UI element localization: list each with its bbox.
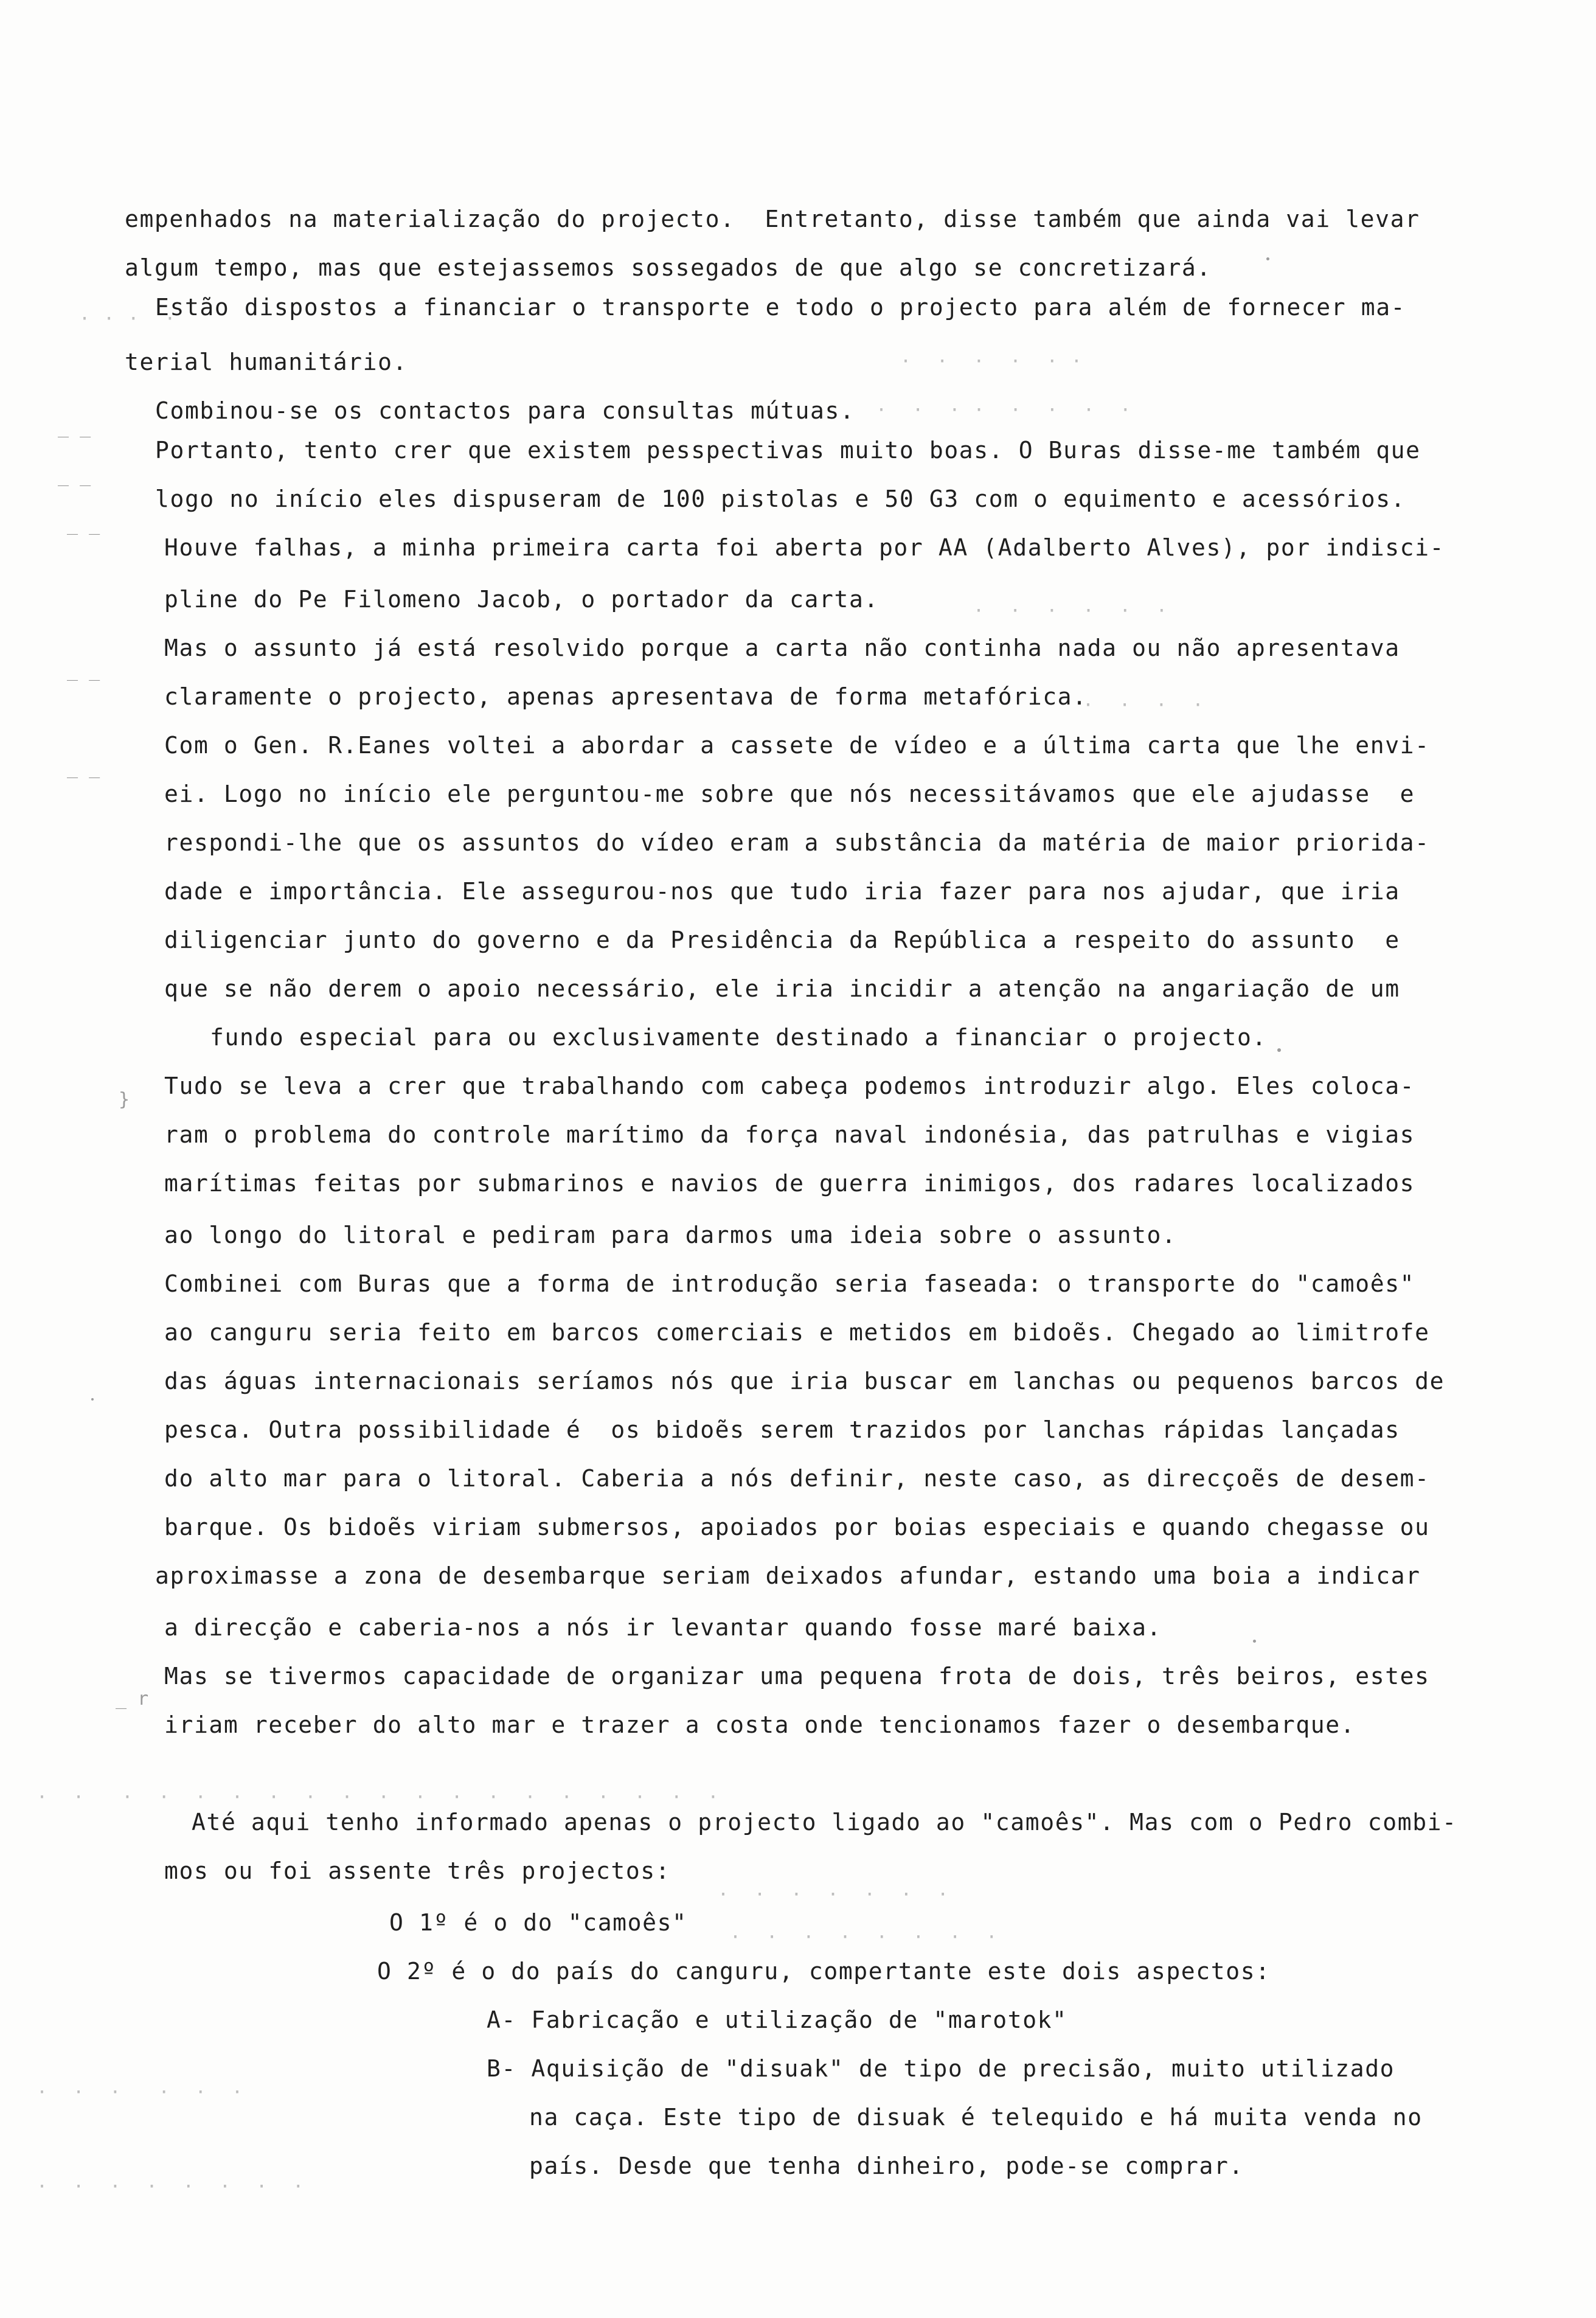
- text-line: Mas se tivermos capacidade de organizar uma pequena frota de dois, três beiros, estes: [164, 1663, 1430, 1690]
- margin-mark: }: [119, 1089, 130, 1110]
- text-line: iriam receber do alto mar e trazer a costa onde tencionamos fazer o desembarque.: [164, 1711, 1356, 1738]
- text-line: a direcção e caberia-nos a nós ir levantar quando fosse maré baixa.: [164, 1614, 1162, 1641]
- bleed-through-mark: · · · · · ·: [36, 2082, 245, 2103]
- text-line: pline do Pe Filomeno Jacob, o portador da carta.: [164, 586, 879, 613]
- text-line: Até aqui tenho informado apenas o projecto ligado ao "camoês". Mas com o Pedro combi-: [192, 1809, 1457, 1836]
- text-line: dade e importância. Ele assegurou-nos que tudo iria fazer para nos ajudar, que iria: [164, 878, 1400, 905]
- margin-mark: _ _: [67, 660, 100, 681]
- text-line: Combinei com Buras que a forma de introdução seria faseada: o transporte do "camoês": [164, 1270, 1415, 1297]
- text-line: das águas internacionais seríamos nós que iria buscar em lanchas ou pequenos barcos de: [164, 1368, 1445, 1394]
- speck: [91, 1398, 94, 1401]
- text-line: diligenciar junto do governo e da Presidência da República a respeito do assunto e: [164, 927, 1400, 953]
- bleed-through-mark: · · · ·: [1083, 695, 1205, 716]
- speck: [1266, 257, 1269, 260]
- text-line: ram o problema do controle marítimo da força naval indonésia, das patrulhas e vigias: [164, 1121, 1415, 1148]
- bleed-through-mark: · · · · · · · ·: [730, 1927, 999, 1948]
- speck: [1253, 1640, 1256, 1643]
- text-line: algum tempo, mas que estejassemos sossegados de que algo se concretizará.: [125, 254, 1212, 281]
- text-line: ao longo do litoral e pediram para darmos uma ideia sobre o assunto.: [164, 1222, 1177, 1248]
- text-line: claramente o projecto, apenas apresentava de forma metafórica.: [164, 683, 1088, 710]
- text-line: Portanto, tento crer que existem pesspectivas muito boas. O Buras disse-me também que: [155, 437, 1421, 464]
- bleed-through-mark: · · · · · · · ·: [876, 400, 1133, 421]
- text-line: que se não derem o apoio necessário, ele iria incidir a atenção na angariação de um: [164, 975, 1400, 1002]
- text-line: O 1º é o do "camoês": [389, 1909, 687, 1936]
- text-line: ao canguru seria feito em barcos comerciais e metidos em bidoẽs. Chegado ao limitrofe: [164, 1319, 1430, 1346]
- text-line: terial humanitário.: [125, 349, 408, 375]
- text-line: respondi-lhe que os assuntos do vídeo eram a substância da matéria de maior priorida-: [164, 829, 1430, 856]
- margin-mark: _ _: [67, 514, 100, 535]
- text-line: Combinou-se os contactos para consultas mútuas.: [155, 397, 855, 424]
- bleed-through-mark: · · · · · ·: [973, 600, 1168, 622]
- bleed-through-mark: · · · · · · · ·: [36, 2176, 305, 2198]
- text-line: Com o Gen. R.Eanes voltei a abordar a cassete de vídeo e a última carta que lhe envi-: [164, 732, 1430, 759]
- text-line: mos ou foi assente três projectos:: [164, 1857, 671, 1884]
- text-line: Estão dispostos a financiar o transporte e todo o projecto para além de fornecer ma-: [155, 294, 1406, 321]
- text-line: do alto mar para o litoral. Caberia a nós definir, neste caso, as direcçoẽs de desem-: [164, 1465, 1430, 1492]
- text-line: B- Aquisição de "disuak" de tipo de precisão, muito utilizado: [487, 2055, 1395, 2082]
- bleed-through-mark: · · · ·: [79, 308, 177, 330]
- margin-mark: _ r: [116, 1688, 149, 1710]
- text-line: aproximasse a zona de desembarque seriam deixados afundar, estando uma boia a indicar: [155, 1562, 1421, 1589]
- text-line: barque. Os bidoẽs viriam submersos, apoiados por boias especiais e quando chegasse ou: [164, 1514, 1430, 1540]
- text-line: pesca. Outra possibilidade é os bidoẽs serem trazidos por lanchas rápidas lançadas: [164, 1416, 1400, 1443]
- text-line: Tudo se leva a crer que trabalhando com cabeça podemos introduzir algo. Eles coloca-: [164, 1073, 1415, 1099]
- text-line: O 2º é o do país do canguru, compertante este dois aspectos:: [377, 1958, 1271, 1985]
- bleed-through-mark: · · · · · ·: [900, 351, 1083, 372]
- text-line: Houve falhas, a minha primeira carta foi aberta por AA (Adalberto Alves), por indisci-: [164, 534, 1445, 561]
- bleed-through-mark: · · · · · · · · · · · · · · · · · · ·: [36, 1787, 720, 1808]
- text-line: fundo especial para ou exclusivamente destinado a financiar o projecto.: [210, 1024, 1267, 1051]
- text-line: ei. Logo no início ele perguntou-me sobre que nós necessitávamos que ele ajudasse e: [164, 781, 1415, 807]
- text-line: logo no início eles dispuseram de 100 pistolas e 50 G3 com o equimento e acessórios.: [155, 486, 1406, 512]
- text-line: empenhados na materialização do projecto. Entretanto, disse também que ainda vai levar: [125, 206, 1420, 232]
- text-line: Mas o assunto já está resolvido porque a carta não continha nada ou não apresentava: [164, 635, 1400, 661]
- text-line: na caça. Este tipo de disuak é telequido e há muita venda no: [529, 2104, 1423, 2131]
- bleed-through-mark: · · · · · · ·: [718, 1884, 950, 1906]
- margin-mark: _ _: [58, 465, 91, 487]
- speck: [1277, 1048, 1281, 1052]
- margin-mark: _ _: [58, 417, 91, 438]
- text-line: país. Desde que tenha dinheiro, pode-se comprar.: [529, 2153, 1244, 2179]
- text-line: A- Fabricação e utilização de "marotok": [487, 2006, 1067, 2033]
- text-line: marítimas feitas por submarinos e navios de guerra inimigos, dos radares localizados: [164, 1170, 1415, 1197]
- margin-mark: _ _: [67, 757, 100, 779]
